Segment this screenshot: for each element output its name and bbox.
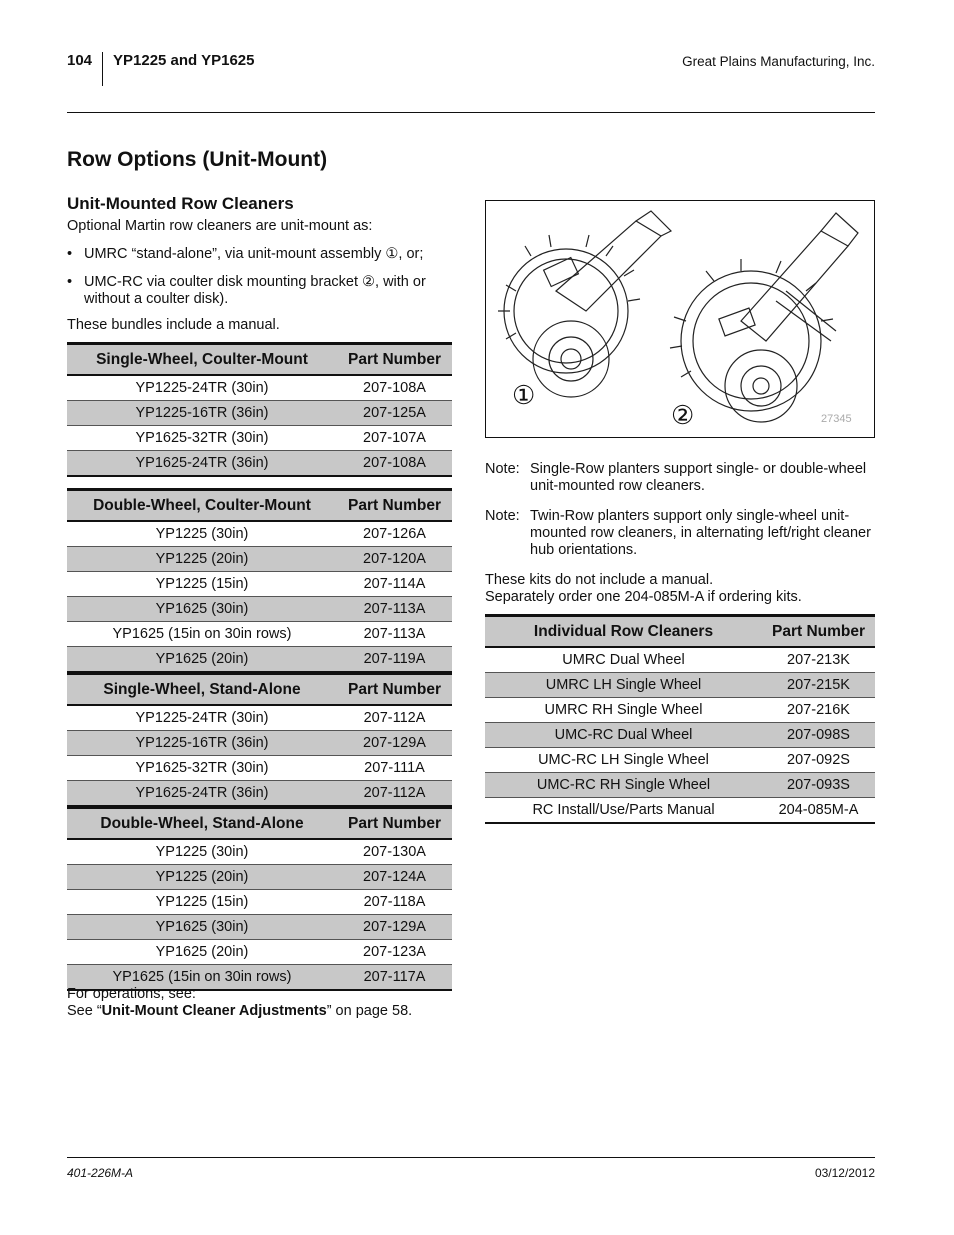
table-cell: 207-093S	[762, 773, 875, 798]
table-cell: YP1225 (30in)	[67, 521, 337, 547]
table-header-cell: Part Number	[337, 344, 452, 376]
table-row	[485, 748, 875, 773]
table-row	[67, 622, 452, 647]
table-row	[67, 705, 452, 731]
running-title: YP1225 and YP1625	[113, 52, 255, 69]
table-row	[67, 940, 452, 965]
bullet-text: UMRC “stand-alone”, via unit-mount assembly ①, or;	[84, 246, 424, 262]
row-cleaner-wheel-2	[670, 259, 833, 422]
section-title: Row Options (Unit-Mount)	[67, 148, 328, 171]
row-cleaner-wheel-1	[498, 235, 640, 397]
table-cell: YP1625-24TR (36in)	[67, 781, 337, 807]
bullet-marker: •	[67, 274, 73, 290]
table-row	[67, 547, 452, 572]
header-rule	[67, 112, 875, 113]
subsection-title: Unit-Mounted Row Cleaners	[67, 194, 294, 213]
table-cell: UMRC RH Single Wheel	[485, 698, 762, 723]
reference-suffix: ” on page 58.	[326, 1003, 413, 1019]
table-row	[485, 647, 875, 673]
operations-text: For operations, see:	[67, 986, 196, 1002]
table-header-cell: Individual Row Cleaners	[485, 616, 762, 648]
table-cell: 207-111A	[337, 756, 452, 781]
table-cell: RC Install/Use/Parts Manual	[485, 798, 762, 824]
table-cell: 207-125A	[337, 401, 452, 426]
table-row	[67, 647, 452, 673]
table-cell: YP1225-24TR (30in)	[67, 375, 337, 401]
table-cell: UMRC Dual Wheel	[485, 647, 762, 673]
table-cell: 207-215K	[762, 673, 875, 698]
table-cell: YP1625 (15in on 30in rows)	[67, 965, 337, 991]
bundles-text: These bundles include a manual.	[67, 317, 280, 333]
table-row	[67, 890, 452, 915]
note-text: Twin-Row planters support only single-wheel unit-mounted row cleaners, in alternating left/right cleaner hub orientations.	[530, 508, 871, 558]
table-cell: YP1625-32TR (30in)	[67, 756, 337, 781]
table-cell: 207-126A	[337, 521, 452, 547]
callout-2: ②	[671, 400, 695, 430]
table-row	[67, 572, 452, 597]
table-cell: 207-124A	[337, 865, 452, 890]
table-row	[67, 375, 452, 401]
table-row	[67, 756, 452, 781]
kits-text-2: Separately order one 204-085M-A if ordering kits.	[485, 589, 802, 605]
footer-rule	[67, 1157, 875, 1158]
table-cell: YP1225-16TR (36in)	[67, 401, 337, 426]
table-cell: YP1625 (30in)	[67, 915, 337, 940]
table-cell: 207-107A	[337, 426, 452, 451]
table-header-cell: Part Number	[337, 808, 452, 840]
bullet-marker: •	[67, 246, 73, 262]
table-cell: YP1225-16TR (36in)	[67, 731, 337, 756]
table-cell: YP1625-32TR (30in)	[67, 426, 337, 451]
cross-reference-link[interactable]: Unit-Mount Cleaner Adjustments	[101, 1003, 327, 1019]
table-cell: YP1225-24TR (30in)	[67, 705, 337, 731]
table-row	[485, 698, 875, 723]
table-row	[67, 401, 452, 426]
table-row	[67, 597, 452, 622]
document-number: 401-226M-A	[67, 1166, 134, 1180]
table-cell: 207-129A	[337, 915, 452, 940]
table-row	[485, 673, 875, 698]
parts-table-double-coulter	[67, 488, 452, 673]
company-name: Great Plains Manufacturing, Inc.	[682, 54, 875, 69]
note-label: Note:	[485, 461, 520, 477]
table-row	[67, 451, 452, 477]
note-label: Note:	[485, 508, 520, 524]
table-row	[67, 781, 452, 807]
table-header-cell: Double-Wheel, Stand-Alone	[67, 808, 337, 840]
table-header-cell: Part Number	[337, 490, 452, 522]
callout-1: ①	[512, 380, 536, 410]
table-row	[67, 521, 452, 547]
parts-table-individual-cleaners	[485, 614, 875, 824]
table-row	[67, 426, 452, 451]
reference-prefix: See “	[67, 1003, 102, 1019]
table-cell: YP1625 (15in on 30in rows)	[67, 622, 337, 647]
intro-text: Optional Martin row cleaners are unit-mount as:	[67, 218, 373, 234]
table-cell: 207-118A	[337, 890, 452, 915]
table-cell: YP1625 (20in)	[67, 647, 337, 673]
note-text: Single-Row planters support single- or double-wheel unit-mounted row cleaners.	[530, 461, 867, 494]
table-cell: UMC-RC RH Single Wheel	[485, 773, 762, 798]
table-cell: 207-129A	[337, 731, 452, 756]
table-cell: UMC-RC LH Single Wheel	[485, 748, 762, 773]
table-row	[67, 865, 452, 890]
table-header-cell: Single-Wheel, Stand-Alone	[67, 674, 337, 706]
table-row	[485, 798, 875, 824]
figure-number: 27345	[821, 413, 852, 425]
table-cell: 207-113A	[337, 597, 452, 622]
table-header-cell: Part Number	[337, 674, 452, 706]
table-header-cell: Part Number	[762, 616, 875, 648]
table-cell: 207-113A	[337, 622, 452, 647]
table-cell: YP1225 (15in)	[67, 572, 337, 597]
parts-table-single-standalone	[67, 672, 452, 807]
header-divider	[102, 52, 103, 86]
table-header-cell: Double-Wheel, Coulter-Mount	[67, 490, 337, 522]
table-cell: 207-112A	[337, 705, 452, 731]
table-row	[67, 915, 452, 940]
table-cell: 207-130A	[337, 839, 452, 865]
table-cell: YP1225 (15in)	[67, 890, 337, 915]
parts-table-single-coulter	[67, 342, 452, 477]
table-cell: 207-123A	[337, 940, 452, 965]
table-cell: 207-098S	[762, 723, 875, 748]
table-cell: 207-112A	[337, 781, 452, 807]
table-cell: 207-108A	[337, 375, 452, 401]
table-cell: 207-119A	[337, 647, 452, 673]
table-cell: 207-120A	[337, 547, 452, 572]
table-row	[67, 839, 452, 865]
table-cell: YP1625-24TR (36in)	[67, 451, 337, 477]
table-cell: 204-085M-A	[762, 798, 875, 824]
table-cell: UMC-RC Dual Wheel	[485, 723, 762, 748]
table-cell: 207-213K	[762, 647, 875, 673]
table-row	[485, 723, 875, 748]
table-cell: YP1225 (30in)	[67, 839, 337, 865]
kits-text-1: These kits do not include a manual.	[485, 572, 714, 588]
bullet-text: UMC-RC via coulter disk mounting bracket ②, with or without a coulter disk).	[84, 274, 426, 307]
table-row	[67, 731, 452, 756]
table-cell: YP1625 (30in)	[67, 597, 337, 622]
operations-reference	[67, 1003, 412, 1020]
table-cell: 207-216K	[762, 698, 875, 723]
figure-row-cleaners	[485, 200, 875, 438]
table-cell: 207-117A	[337, 965, 452, 991]
table-header-cell: Single-Wheel, Coulter-Mount	[67, 344, 337, 376]
document-date: 03/12/2012	[814, 1166, 875, 1180]
table-cell: 207-092S	[762, 748, 875, 773]
page-number: 104	[67, 52, 93, 69]
parts-table-double-standalone	[67, 806, 452, 991]
table-cell: 207-108A	[337, 451, 452, 477]
table-cell: UMRC LH Single Wheel	[485, 673, 762, 698]
table-cell: YP1625 (20in)	[67, 940, 337, 965]
table-row	[485, 773, 875, 798]
table-cell: YP1225 (20in)	[67, 865, 337, 890]
table-cell: 207-114A	[337, 572, 452, 597]
table-cell: YP1225 (20in)	[67, 547, 337, 572]
